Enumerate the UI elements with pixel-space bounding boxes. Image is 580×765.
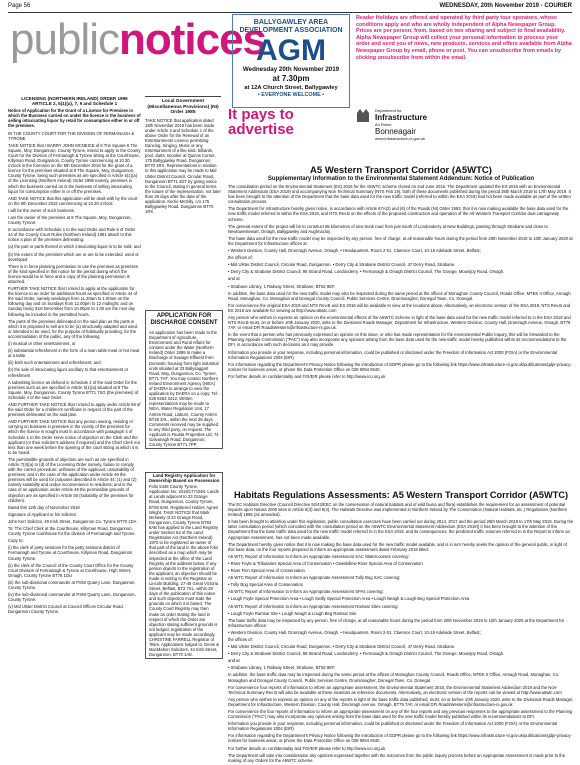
- paragraph: and at: [228, 276, 240, 282]
- licensing-lead: Notice of Application for the Grant of a Licence for Premises in which the Business carried on under the licence is the business of selling intoxicating liquor by retail for consumption either in or off the premises.: [8, 108, 141, 129]
- paragraph: • Western Division, County Hall, Drumragh Avenue, Omagh. • Headquarters, Room 2-01, Clarence Court, 10-18 Adelaide Street, Belfast;: [228, 248, 481, 254]
- dfi-name: Infrastructure: [375, 113, 428, 122]
- paragraph: I am the owner of the premises at 9 The Square, Moy, Dungannon, County Tyrone.: [8, 214, 132, 226]
- paragraph: The base data used for the new traffic model may be inspected by any person, free of charge, at all reasonable hours during the period from 20th November 2019 to 10th January 2020 at the Department for Infrastructure offices at:: [228, 235, 573, 246]
- agm-org-line1: BALLYGAWLEY AREA: [253, 19, 329, 26]
- land-registry-body: Folio 5448 County Tyrone. Application No: 2019/1771564. Lands at Lands adjacent to 23 Grange Road, Dungannon, County Tyrone, BT83 8AB. Registered Holder: Agnes Wright. TAKE NOTICE that Mark McNeely of 23 Grange Road, Dungannon, County Tyrone BT83 8AB has applied to the Land Registry under Section 53 of the Land Registration Act (Northern Ireland) 1970 to be registered as owner of that part of the land in the above folio described as a map which may be inspected at the office of the Land Registry at the address below. If any person objects to the registration of the applicant, an objection should be made in writing to the Registrar at Lincoln Building, 27-45 Great Victoria Street, Belfast, BT2 7SL, within 28 days of the publication of this notice and such objection must state the grounds on which it is based. The County Court Registry may then make an order stating the land in respect of which the Order are objection stating sufficient grounds is not lodged, registration of the applicant may be made accordingly. CHRISTINE FARRELL Registrar of Titles. Applications lodged to: Denis & MacMahon Solicitors, 44 Irish Street, Dungannon, BT70 1AE.: [149, 484, 219, 658]
- entertainment-licence-notice: [145, 96, 221, 216]
- paragraph: (iv) the sub-divisional commander at PSNI Quarry Lane, Dungannon, County Tyrone.: [8, 592, 136, 603]
- page-number: Page 56: [8, 3, 31, 9]
- agm-venue: at 12A Church Street, Ballygawley: [244, 85, 338, 91]
- paragraph: • River Foyle & Tributaries Special Area of Conservation • Owenkillew River Special Area of Conservation: [228, 560, 423, 566]
- licensing-subtitle: ARTICLE 2, 5(1)(a), 7, 9 and Schedule 1: [31, 101, 118, 107]
- paragraph: The base traffic data may be inspected by any person, free of charge, at all reasonable hours during the period from 20th November 2019 to 10th January 2020 at the Department for Infrastructure offices:: [228, 617, 565, 628]
- habitats-title: Habitats Regulations Assessments: A5 Western Transport Corridor (A5WTC): [233, 490, 569, 500]
- paragraph: In the event that a person who has previously expressed an opinion on this issue, or who has made representation for the environmental Public Inquiry, this will be forwarded to the Planning Appeals Commission ("PAC") may also incorporate any opinions arising from the base data used for the new traffic model hereby published within its recommendations to the DFI, in accordance with such decisions as it may provide.: [228, 332, 567, 348]
- agm-heading: AGM: [256, 34, 326, 67]
- paragraph: Signature of Applicant or his Solicitor: [8, 511, 77, 517]
- land-registry-notice: [145, 472, 223, 659]
- paragraph: There is in force planning permission to use the premises as premises of the kind specified in this notice for the period during which the licence would be in force and a copy of the planning permission is attached.: [8, 263, 138, 284]
- paragraph: Dated this 12th day of November 2019: [8, 504, 80, 510]
- land-registry-title: Land Registry Application for Ownership Based on Possession: [148, 473, 220, 484]
- paragraph: TAKE NOTICE that I BARRY JOHN MCNEICE of 6 The Square 6 The Square, Moy, Dungannon, County Tyrone, intend to apply to the County Court for the Division of Fermanagh & Tyrone sitting at the Courthouse, Killyman Road, Dungannon, County Tyrone commencing at 10.30 o'clock in the forenoon on the 5th December 2019 for the grant of a licence for the premises situated at 9 The Square, Moy, Dungannon, County Tyrone, being such premises as are specified in Article 5(1)(a) of the Licensing (Northern Ireland) Order 1996 namely, premises in which the business carried on is the business of selling intoxicating liquor for consumption either in or off the premises.: [8, 142, 141, 194]
- paragraph: • Tully Bog Special Area of Conservation: [228, 582, 304, 588]
- paragraph: (b) the extent of the premises which are or are to be extended, used or developed: [8, 251, 139, 262]
- entertainment-title: Local Government (Miscellaneous Provisions) (NI) Order 1985: [147, 99, 219, 115]
- paragraph: (ii) substantial refreshment in the form of a main table meal or hot meal at a table.: [8, 348, 140, 359]
- entertainment-body: TAKE NOTICE that application dated 18th November 2019 has been made under Article 3 and Schedule 1 of the above Order for the Renewal of an Entertainments Licence permitting: Dancing, Singing, Music or any Entertainment of a like kind, billiards, pool, darts, snooker at Quinns Corner, 175 Ballygawley Road, Dungannon BT70 1RX. Representations in relation to this application may be made to Mid Ulster District Council, Circular Road, Dungannon BT71 4DT by giving notice to the Council, stating in general terms the nature of the representation, not later than 28 days after the date of the application. Kerrie McGilly, c/o 175 Ballygawley Road, Dungannon BT70 1RX: [145, 117, 221, 215]
- agm-time: at 7.30pm: [272, 74, 310, 83]
- paragraph: John Kerr Solicitor, 49 Irish Street, Dungannon Co. Tyrone BT70 1DA: [8, 518, 137, 524]
- dfi-url: www.infrastructure-ni.gov.uk: [375, 136, 425, 141]
- paragraph: A5 WTC Report of Information to Inform an Appropriate Assessment Tully Bog SAC covering:: [228, 575, 401, 581]
- paragraph: Copy to:: [8, 538, 24, 544]
- section-logo: [10, 15, 267, 64]
- a5-body: [228, 184, 574, 381]
- paragraph: For information regarding the Department's Privacy Notice following the introduction of GDPR please go to the following link https://www.infrastructure-ni.gov.uk/publications/gdpr-privacy-notices for business areas, or phone the Data Protection Office on 028 9054 0540.: [228, 361, 572, 372]
- paragraph: and at: [228, 658, 240, 664]
- paragraph: Information you provide in your response, including personal information, could be published or disclosed under the Freedom of Information Act 2000 (FOIA) or the Environmental Information Regulations 2004 (EIR).: [228, 349, 558, 360]
- paragraph: (i) musical or other entertainment, or: [8, 341, 76, 347]
- paragraph: • Lough Foyle Special Protection Area • Lough Swilly Special Protection Area • Lough Neagh & Lough Beg Special Protection Area: [228, 596, 470, 602]
- paragraph: It has been brought to attention under this legislation, public consultation exercises have been carried out during 2014, 2017 and the period 26th March 2019 to 17th May 2019. During the latter consultation period (which coincided with the consultation period on the A5WTC Environmental Statement Addendum (ESA 2019)) it has been brought to the attention of the Department that the base traffic data used for the new traffic model referred to in the ESA 2019, and its consequences, the predicted traffic volumes referred to in the Report to inform an Appropriate Assessment, has not been made available.: [228, 519, 574, 540]
- paragraph: the offices of:: [228, 255, 253, 261]
- paragraph: IN THE COUNTY COURT FOR THE DIVISION OF FERMANAGH & TYRONE: [8, 130, 135, 141]
- paragraph: For further details on confidentiality and FOI/EIR please refer to http://www.ico.org.uk: [228, 745, 386, 751]
- discharge-title: APPLICATION FOR DISCHARGE CONSENT: [150, 313, 218, 326]
- agm-tagline: • EVERYONE WELCOME •: [257, 92, 325, 98]
- a5-subtitle: Supplementary Information to the Environmental Statement Addendum: Notice of Publication: [267, 176, 535, 182]
- paragraph: (iii) both such entertainment and refreshment; and: [8, 360, 101, 366]
- paragraph: A5 WTC Report of Information to Inform an Appropriate Assessment SAC Watercourses covering:: [228, 553, 409, 559]
- paragraph: For information regarding the Department's Privacy Notice following the introduction of GDPR please go to the following link https://www.infrastructure-ni.gov.uk/publications/gdpr-privacy-notices for business areas, or phone the Data Protection Office on 028 9054 0540.: [228, 733, 572, 744]
- paragraph: (ii) the clerk of the Council of the County Court Office for the County Court Division of Fermanagh & Tyrone at Courthouse, High Street, Omagh, County Tyrone BT78 1DU: [8, 562, 134, 578]
- paragraph: Any person who wishes to express an opinion on any of the reports in light of the base traffic data published, must, on or before 10th January 2020, write to the Divisional Roads Manager, Department for Infrastructure, Western Division, County Hall, Drumragh Avenue, Omagh, BT79 7AF, or email DFI.RoadsWestern@infrastructure-ni.gov.uk: [228, 696, 574, 707]
- licensing-notice: [8, 96, 141, 616]
- logo-notices: notices: [118, 15, 267, 64]
- paragraph: • Mid Ulster District Council, Circular Road, Dungannon. • Derry City & Strabane District Council, 47 Derry Road, Strabane.: [228, 262, 456, 268]
- paragraph: the offices of:: [228, 636, 253, 642]
- licensing-paragraphs: [8, 131, 141, 615]
- agm-date: Wednesday 20th November 2019: [242, 66, 340, 73]
- paragraph: I will be the owner of such business.: [8, 207, 76, 213]
- paragraph: The Department will take into consideration any opinions expressed together with the outcomes from the public inquiry process before an Appropriate Assessment is made prior to the making of any Orders for the A5WTC scheme.: [228, 752, 566, 763]
- paragraph: The general extent of the project will be to construct 85 kilometres of new trunk road from just south of Londonderry at New Buildings, passing through Strabane and close to Newtownstewart, Omagh, Ballygawley and Aughnacloy.: [228, 223, 548, 234]
- paragraph: (a) the part or parts thereof in which intoxicating liquor is to be sold; and: [8, 244, 141, 250]
- discharge-consent-notice: [145, 310, 223, 449]
- paragraph: • Strabane Library, 1 Railway Street, Strabane, BT82 8EF.: [228, 283, 336, 289]
- paragraph: • River Finn Special Area of Conservation: [228, 568, 305, 574]
- paragraph: (iii) the sub-divisional commander at PSNI Quarry Lane, Dungannon, County Tyrone.: [8, 579, 136, 590]
- paragraph: The parts of the premises delineated on the said plan as the parts in which it is proposed to sell are to be (a) structurally adapted and used, or intended to be used, for the purpose of habitually providing, for the accommodation of the public, any of the following:: [8, 318, 139, 339]
- paragraph: A5 WTC Report of Information to Inform an Appropriate Assessment SPAs covering:: [228, 589, 384, 595]
- it-pays-to-advertise: It pays to advertise: [228, 106, 294, 138]
- dfi-bonneagair: Bonneagair: [375, 127, 416, 136]
- paragraph: Information you provide in your response, including personal information, could be published or disclosed under the Freedom of Information Act 2000 (FOIA) or the Environmental Information Regulations 2004 (EIR).: [228, 721, 558, 732]
- header-rule: [8, 12, 572, 13]
- paragraph: For convenience four reports of information to inform an appropriate assessment, the Environmental Statement 2016, the Environmental Statement Addendum 2019 and the Non-Technical Summary Rev B will also be available at these locations as reference documents. Alternatively, an electronic version of the reports can be viewed at http://www.a5wtc.com: [228, 684, 562, 695]
- dfi-logo-block: [355, 108, 571, 166]
- dfi-dept: Department for: [375, 108, 402, 113]
- paragraph: (v) Mid Ulster District Council at Council Offices Circular Road, Dungannon County Tyrone.: [8, 604, 124, 615]
- paragraph: • Derry City & Strabane District Council, 98 Strand Road, Londonderry. • Fermanagh & Omagh District Council, The Grange, Mountjoy Road, Omagh.: [228, 269, 505, 275]
- a5-title: A5 Western Transport Corridor (A5WTC): [310, 165, 492, 176]
- a5-heading: [228, 165, 574, 182]
- paragraph: FURTHER TAKE NOTICE that I intend to apply at the application for the licence to an order for additional hours as specified in Article 44 of the said Order, namely weekdays from 11.30am to 1.00am on the following day and on Sundays from 12.00pm to 12 midnight; and on Sunday being 31st December from 10.00pm to 1.00 am the next day following be included in the permitted hours.: [8, 286, 137, 317]
- paragraph: (i) the clerk of petty sessions for the petty sessions district of Fermanagh and Tyrone at Courthouse, Killyman Road, Dungannon County Tyrone.: [8, 545, 133, 561]
- paragraph: For further details on confidentiality and FOI/EIR please refer to http://www.ico.org.uk: [228, 373, 386, 379]
- licensing-title: LICENSING (NORTHERN IRELAND) ORDER 1996: [21, 96, 128, 101]
- paragraph: In addition, the base traffic data may be inspected during the same period at the offices of Monaghan County Council, Roads Office, MTEK II Office, Armagh Road, Monaghan, Co. Monaghan and Donegal County Council, Public Services Centre, Drumlonagher, Donegal Town, Co. Donegal.: [228, 672, 560, 683]
- paragraph: AND TAKE NOTICE that this application will be dealt with by the court on the 5th December 2019 commencing at 10.30 o'clock.: [8, 195, 138, 206]
- paragraph: In accordance with Schedule 1 to the said Order and Rule 6 of Order 44 of the County Court Rules (Northern Ireland) 1981 attach to this notice a plan of the premises delineating:: [8, 227, 136, 243]
- paragraph: In addition, the base data used for the new traffic model may also be inspected during the same period at the offices of Monaghan County Council, Roads Office, MTEK II Office, Armagh Road, Monaghan, Co. Monaghan and Donegal County Council, Public Services Centre, Drumlonagher, Donegal Town, Co. Donegal.: [228, 290, 571, 301]
- paragraph: • Strabane Library, 1 Railway Street, Strabane, BT82 8EF.: [228, 665, 336, 671]
- paragraph: Any person who wishes to express an opinion on the environmental effects of the A5WTC Scheme in light of the base data used for the new traffic model referred to in the ESA 2019 and NTS Rev.B must, on or before 10th January 2020, write to the Divisional Roads Manager, Department for Infrastructure, Western Division, County Hall, Drumragh Avenue, Omagh, BT79 7AF, or email DFI.RoadsWestern@infrastructure-ni.gov.uk.: [228, 314, 571, 331]
- paragraph: A subsisting licence as defined in Schedule 2 of the said Order for the premises such as are specified in Article 5(1)(a) situated at 9 The Square, Moy, Dungannon, County Tyrone BT71 7SG (the premises) of Schedule 4 of the said Order.: [8, 379, 139, 400]
- paragraph: AND FURTHER TAKE NOTICE that any person owning, residing or carrying on business in premises in the vicinity of the premises for which the licence is sought must in accordance with paragraph 4 of Schedule 1 to the Order serve notice of objection on the Clerk and the applicant (or their solicitor's address if required) and the Chief Clerk not less than one week before the opening of the court sitting at which it is to be heard.: [8, 419, 140, 455]
- agm-advert: [232, 14, 350, 108]
- paragraph: • Mid Ulster District Council, Circular Road, Dungannon. • Derry City & Strabane District Council, 47 Derry Road, Strabane.: [228, 644, 456, 650]
- paragraph: • Derry City & Strabane District Council, 98 Strand Road, Londonderry. • Fermanagh & Omagh District Council, The Grange, Mountjoy Road, Omagh.: [228, 651, 505, 657]
- paragraph: The permissible grounds of objection are such as are specified in Article 7(4)(a) to (d) of the Licensing Order namely, failure to comply with the correct procedure; unfitness of the applicant; unsuitability of premises; and in the case of the application under Article 48 the premises will be used for purposes described in Article 44; (1) and (2) namely suitability and undue inconvenience to residents; and in the case of an application under Article 49 the permissible grounds of objection are as specified in Article 50 (suitability of the premises for children).: [8, 456, 137, 503]
- paragraph: The EC Habitats Directive (Council Directive 92/43/EEC on the conservation of natural habitats and of wild fauna and flora) establishes the requirement for an assessment of potential impacts upon Natura 2000 sites in Article 6(3) and 6(4). The Habitats Directive was implemented in Northern Ireland by The Conservation (Natural Habitats, etc.) Regulations (Northern Ireland) 1995 (as amended).: [228, 502, 568, 518]
- paragraph: The consultation period on the Environmental Statement (ES) 2016 for the A5WTC scheme closed on 2nd June 2016. The Department updated the ES 2016 with an Environmental Statement Addendum (ESA 2019) and accompanying Non Technical Summary (NTS Feb 19), both of these documents published during the period 26th March 2019 to 17th May 2019. It has been brought to the attention of the Department that the base data used for the new traffic model (referred to within the ESA 2019) had not been made available as part of the written consultation process.: [228, 184, 571, 205]
- paragraph: A5 WTC Report of Information to Inform an Appropriate Assessment Ramsar Sites covering:: [228, 603, 399, 609]
- discharge-body: An application has been made to the Department of Agriculture, Environment and Rural Affairs for consent under the Water (Northern Ireland) Order 1999 to make a Discharge of Sewage Effluent from Domestic housing from light industrial units situated at 33 Ballysaggart Road, Moy, Dungannon, Co. Tyrone, BT71 7HT. You may contact Northern Ireland Environment Agency (NIEA) of DAERA to arrange to view the application by DAERA on a copy: Tel: 028 9263 3412. Written representations may be made to NIEA, Water Regulation Unit, 17 Antrim Road, Lisburn, County Antrim BT28 3AL, within the next 28 days. Comments received may be supplied to any third party, on request. The Applicant is Fausta Properties Ltd, 74 Galvanagh Road, Dungannon, County Tyrone BT71 7PP: [149, 330, 219, 448]
- paragraph: For convenience the four reports of information to inform an appropriate assessment on any of the four reports and any previous responses to the appropriate assessment to the Planning Commission ("PAC") may also incorporate any opinions arising from the base data used for the new traffic model hereby published within its recommendations to DFI.: [228, 709, 573, 720]
- paragraph: For convenience the original ESA 2019 and NTS Rev.B and ES 2016 will be available to view at the locations above. Alternatively, an electronic version of the ESA 2019, NTS Rev.B and ES 2016 are available for viewing at http://www.a5wtc.com: [228, 302, 571, 313]
- crown-icon: [355, 108, 371, 124]
- logo-public: public: [10, 15, 119, 64]
- paragraph: AND FURTHER TAKE NOTICE that I intend to apply under Article 59 of the said Order for a children's certificate in respect of the part of the premises delineated on the said plan.: [8, 401, 141, 418]
- agm-org-line2: DEVELOPMENT ASSOCIATION: [239, 27, 343, 34]
- paragraph: (b) the sale of intoxicating liquor ancillary to that entertainment or refreshment: [8, 367, 129, 378]
- dfi-irish: An Roinn: [375, 122, 392, 127]
- habitats-body: [228, 502, 574, 765]
- paragraph: • Lough Foyle Ramsar Site • Lough Neagh & Lough Beg Ramsar Site: [228, 610, 357, 616]
- paragraph: The Department for Infrastructure hereby gives notice, in accordance with Article 67A(2) and (6) of the Roads (NI) Order 1993, that it is now making available the base data used for the new traffic model referred to within the ESA 2019, and NTS Rev.B on the effects of the proposed construction and operation of the A5 Western Transport Corridor dual carriageway scheme.: [228, 206, 569, 222]
- reader-holidays-notice: Reader Holidays are offered and operated by third party tour operators, whose conditions apply and who are wholly independent of Alpha Newspaper Group. Prices are per person, from, based on two sharing and subject to final availability. Alpha Newspaper Group will collect your personal information to process your order and send you of news, new products, services and offers available from Alpha Newspaper Group by email, phone or post. You can unsubscribe from emails by clicking unsubscribe from within the email.: [356, 15, 572, 61]
- paragraph: To: The Chief Clerk at the Courthouse, Killyman Road, Dungannon, County Tyrone courthouse for the division of Fermanagh and Tyrone.: [8, 526, 136, 537]
- paragraph: The Department hereby gives notice that it is now making the base data used for the new traffic model available, and is in turn hereby seeks the opinion of the general public, in light of this base data, on the four reports prepared to inform an appropriate assessment dated February 2019 titled:: [228, 541, 567, 552]
- page-date: WEDNESDAY, 20th November 2019 - COURIER: [439, 3, 572, 9]
- paragraph: • Western Division, County Hall, Drumragh Avenue, Omagh. • Headquarters, Room 2-01, Clarence Court, 10-18 Adelaide Street, Belfast;: [228, 629, 481, 635]
